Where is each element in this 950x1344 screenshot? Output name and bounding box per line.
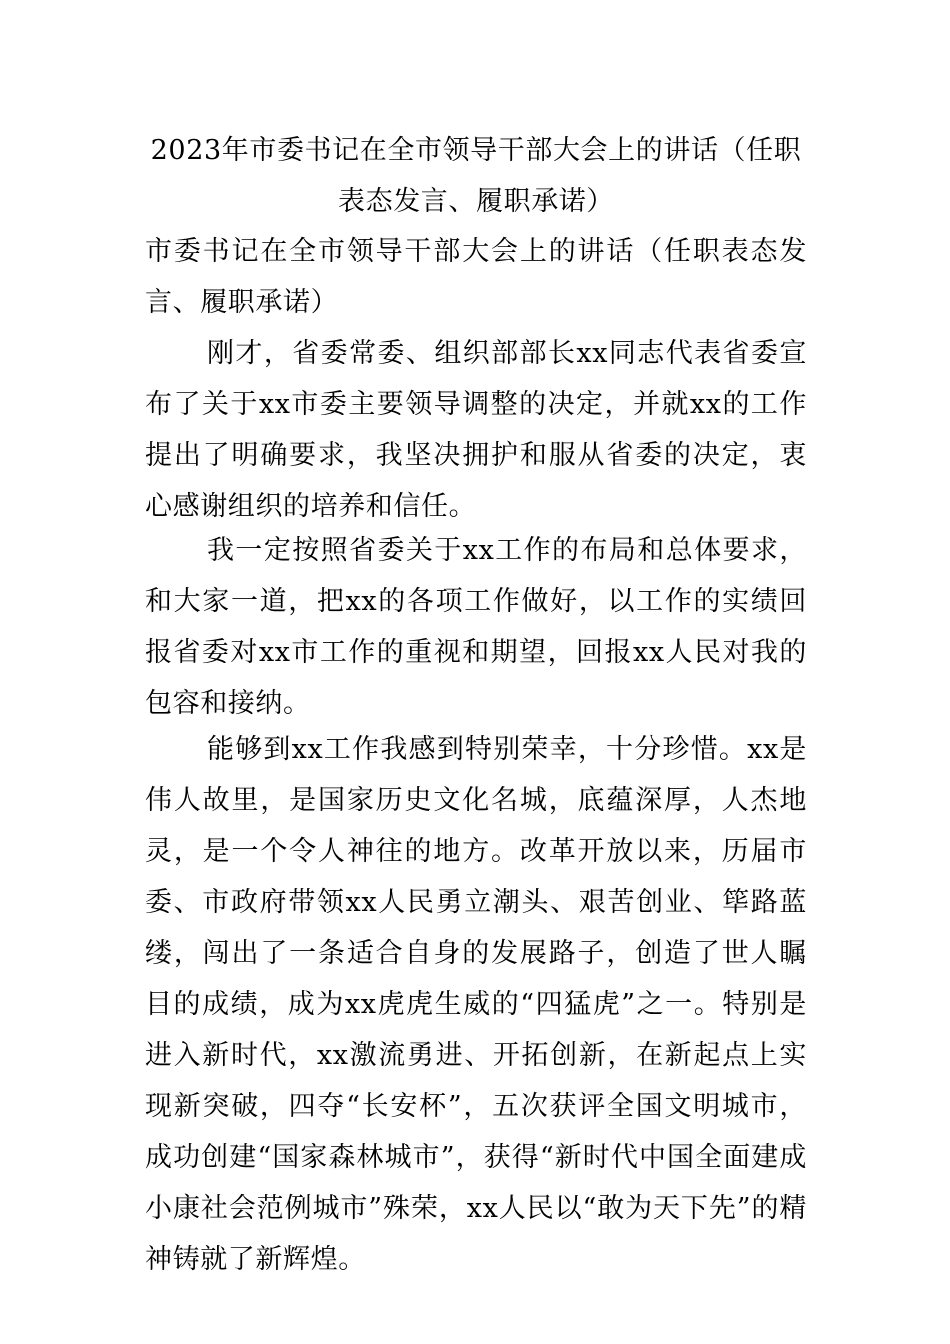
- document-title: 2023年市委书记在全市领导干部大会上的讲话（任职表态发言、履职承诺）: [150, 135, 802, 217]
- document-subtitle: 市委书记在全市领导干部大会上的讲话（任职表态发言、履职承诺）: [145, 236, 807, 318]
- paragraph-2: 我一定按照省委关于xx工作的布局和总体要求，和大家一道，把xx的各项工作做好，以工作的实绩回报省委对xx市工作的重视和期望，回报xx人民对我的包容和接纳。: [145, 535, 807, 719]
- paragraph-3: 能够到xx工作我感到特别荣幸，十分珍惜。xx是伟人故里，是国家历史文化名城，底蕴深厚，人杰地灵，是一个令人神往的地方。改革开放以来，历届市委、市政府带领xx人民勇立潮头、艰苦创业、筚路蓝缕，闯出了一条适合自身的发展路子，创造了世人瞩目的成绩，成为xx虎虎生威的“四猛虎”之一。特别是进入新时代，xx激流勇进、开拓创新，在新起点上实现新突破，四夺“长安杯”，五次获评全国文明城市，成功创建“国家森林城市”，获得“新时代中国全面建成小康社会范例城市”殊荣，xx人民以“敢为天下先”的精神铸就了新辉煌。: [145, 734, 807, 1275]
- paragraph-1: 刚才，省委常委、组织部部长xx同志代表省委宣布了关于xx市委主要领导调整的决定，并就xx的工作提出了明确要求，我坚决拥护和服从省委的决定，衷心感谢组织的培养和信任。: [145, 338, 807, 522]
